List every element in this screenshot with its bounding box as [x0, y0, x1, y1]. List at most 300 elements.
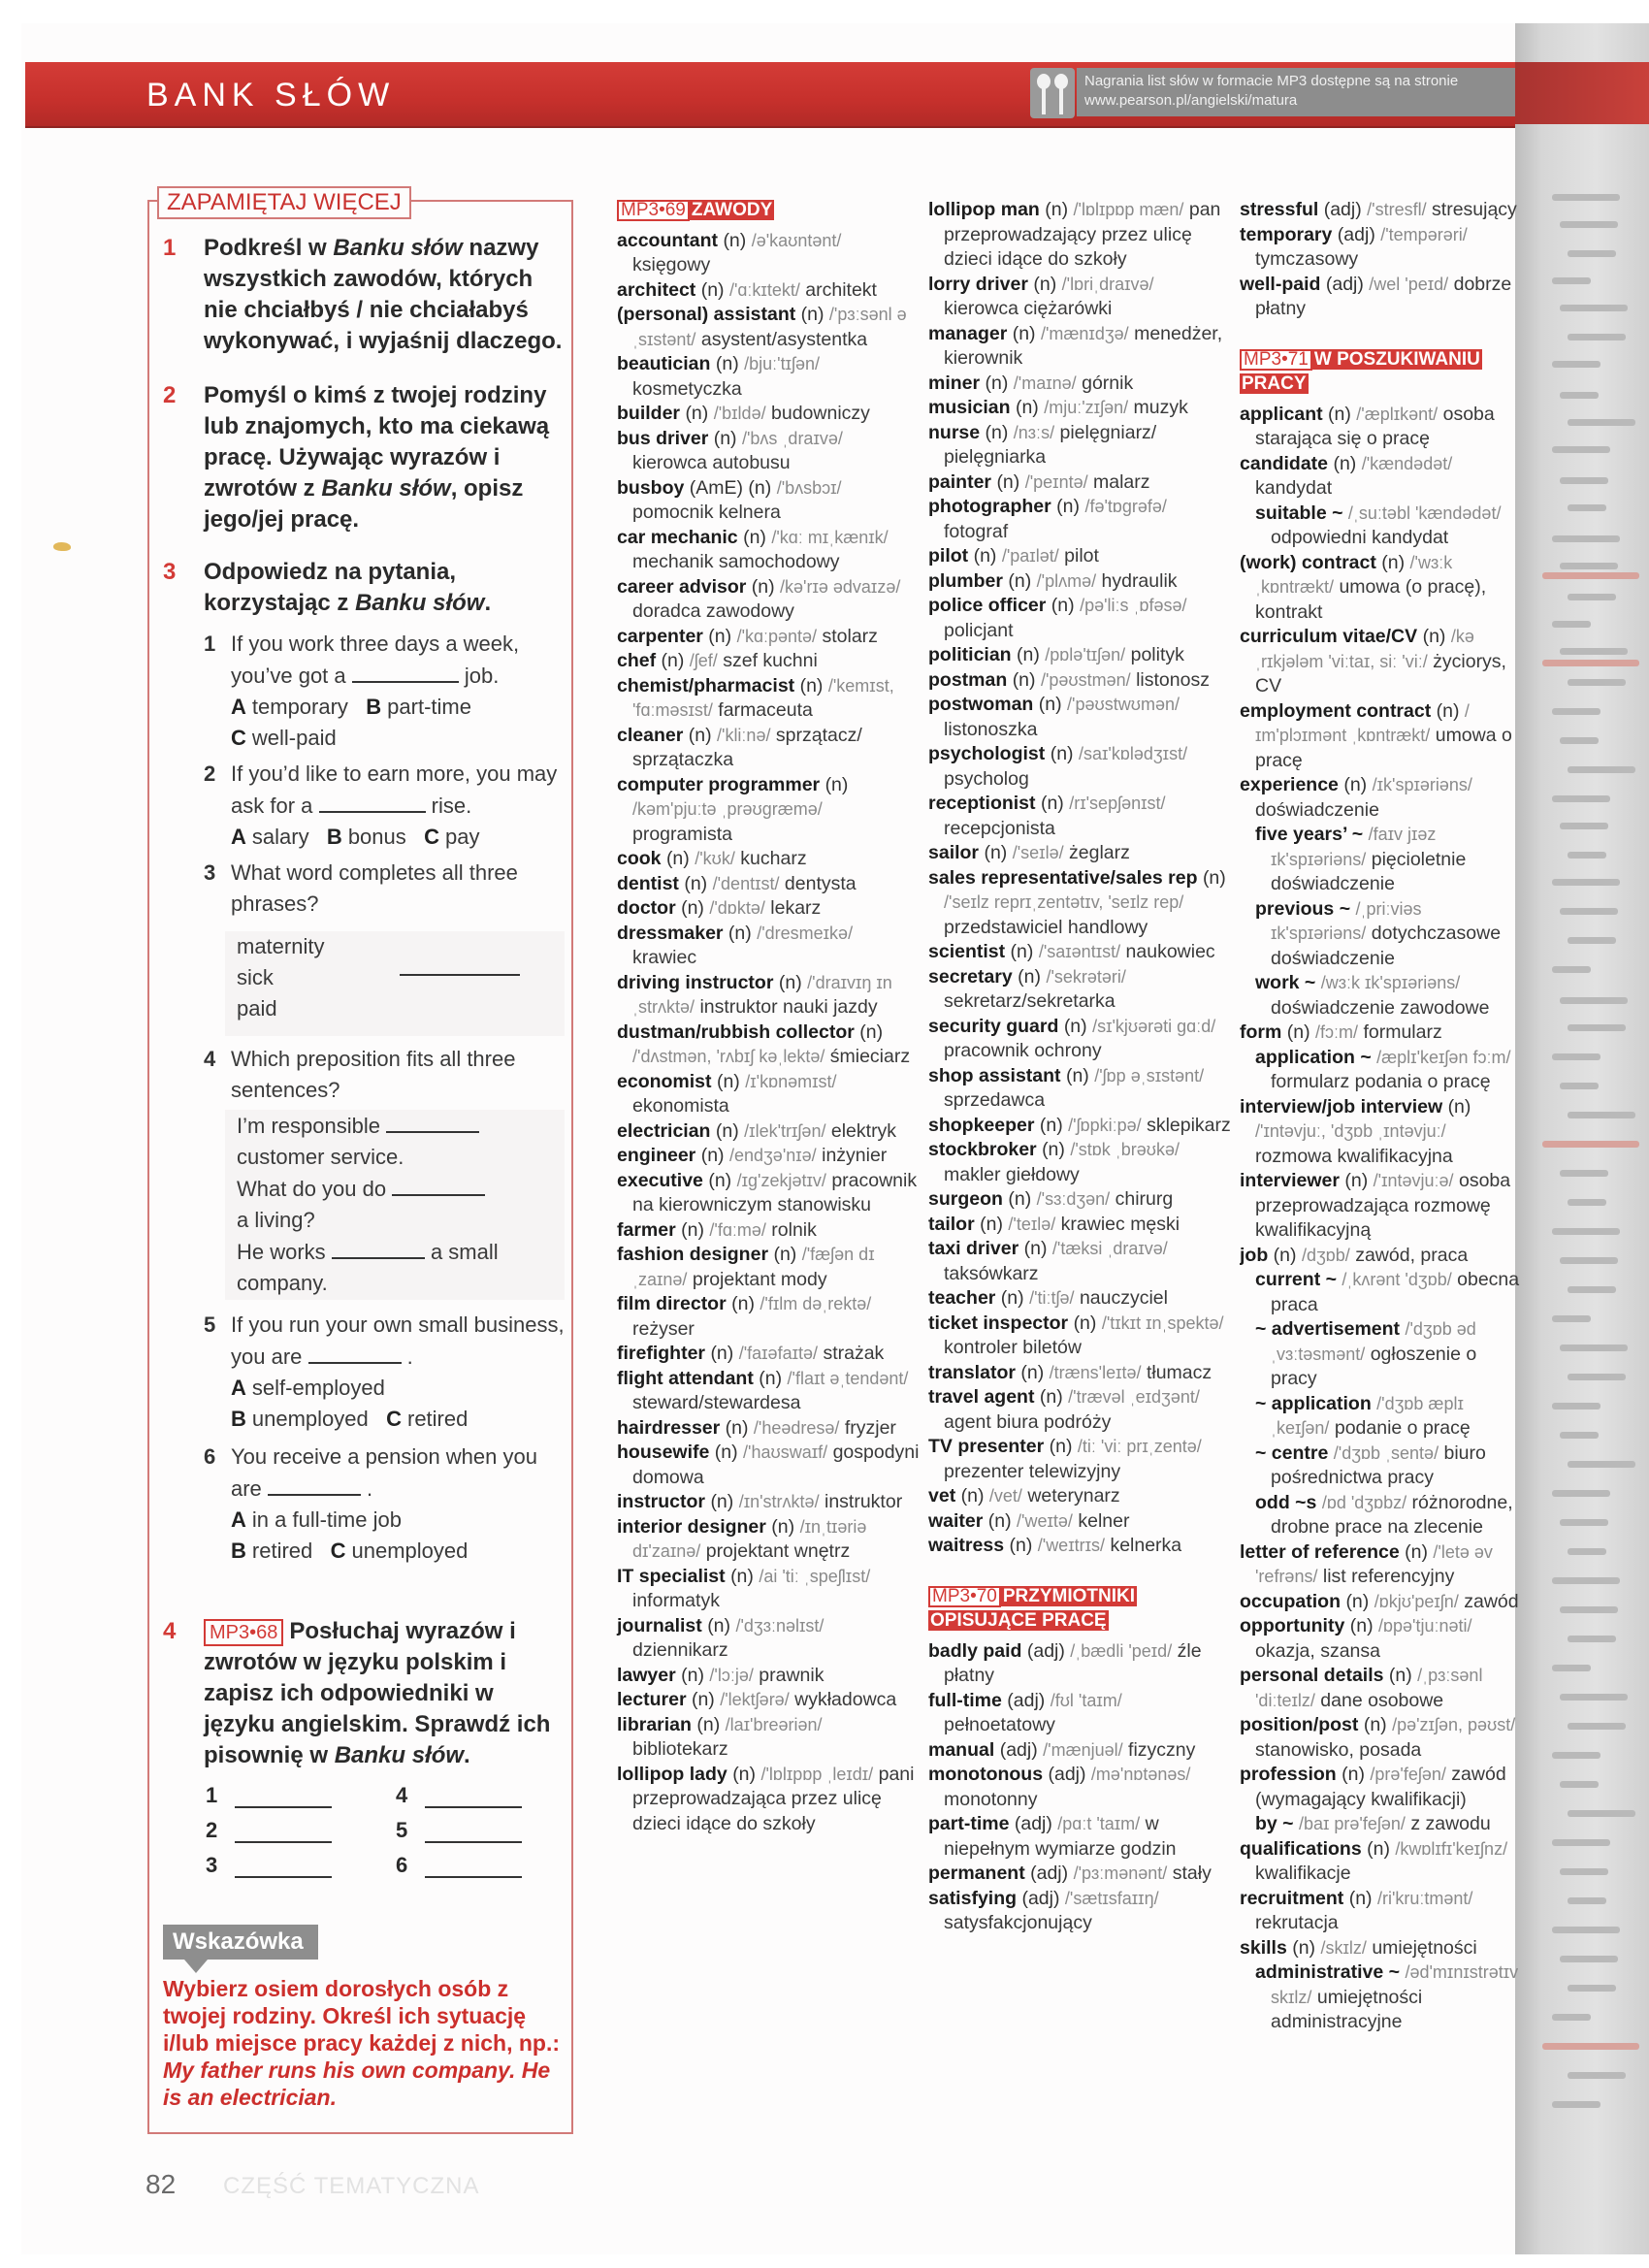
vocab-entry [617, 352, 920, 402]
vocab-entry [1240, 1244, 1521, 1269]
part-of-speech: (n) [713, 427, 737, 449]
polish-translation: makler giełdowy [944, 1163, 1080, 1185]
headword: politician [928, 644, 1012, 665]
polish-translation: menedżer, kierownik [944, 322, 1223, 369]
phonetic-transcription: /'kɑːpəntə/ [736, 626, 818, 646]
part-of-speech: (n) [1023, 1238, 1048, 1259]
part-of-speech: (n) [1328, 403, 1351, 425]
headword: shopkeeper [928, 1114, 1035, 1136]
part-of-speech: (n) [1012, 322, 1036, 344]
headword: translator [928, 1361, 1016, 1383]
mp3-track-tag[interactable]: MP3•68 [204, 1619, 283, 1646]
vocab-entry [928, 470, 1231, 496]
part-of-speech: (adj) [1014, 1813, 1052, 1834]
polish-translation: kosmetyczka [632, 377, 742, 400]
vocab-entry [1240, 1763, 1521, 1812]
blurred-text-line [1552, 708, 1600, 715]
answer-blank[interactable] [392, 1173, 485, 1196]
phonetic-transcription: /'ɑːkɪtekt/ [728, 279, 800, 300]
part-of-speech: (n) [778, 971, 802, 993]
phonetic-transcription: /'æplɪkənt/ [1356, 404, 1439, 424]
polish-translation: instruktor [824, 1491, 903, 1512]
vocab-entry [1240, 1614, 1521, 1664]
answer-blank[interactable] [352, 660, 459, 683]
part-of-speech: (n) [1008, 569, 1032, 592]
part-of-speech: (n) [1202, 866, 1226, 889]
headword: stressful [1240, 199, 1319, 220]
blurred-text-line [1552, 2101, 1600, 2108]
phonetic-transcription: /'wɜːk ˌkɒntrækt/ [1255, 552, 1453, 597]
part-of-speech: (n) [1018, 965, 1042, 988]
vocab-entry [928, 1887, 1231, 1936]
polish-translation: podanie o pracę [1334, 1417, 1471, 1439]
vocab-entry [1240, 1887, 1521, 1936]
vocab-entry [1240, 1812, 1521, 1837]
part-of-speech: (n) [1017, 644, 1040, 665]
polish-translation: dotychczasowe doświadczenie [1271, 923, 1502, 969]
part-of-speech: (n) [691, 1689, 715, 1710]
vocab-entry [1240, 502, 1521, 551]
phonetic-transcription: /endʒə'nɪə/ [728, 1146, 817, 1165]
phonetic-transcription: /ɒkjʊ'peɪʃn/ [1374, 1591, 1459, 1611]
headword: applicant [1240, 403, 1323, 425]
polish-translation: fryzjer [844, 1416, 896, 1439]
vocab-entry [928, 693, 1231, 742]
headword: lecturer [617, 1689, 687, 1710]
task-number: 4 [163, 1618, 177, 1644]
headword: interviewer [1240, 1170, 1340, 1191]
tip-label: Wskazówka [163, 1925, 318, 1960]
headword: instructor [617, 1491, 706, 1512]
answer-line[interactable] [235, 1806, 332, 1808]
part-of-speech: (n) [1447, 1095, 1471, 1118]
part-of-speech: (n) [1292, 1936, 1316, 1959]
section-spacer [1240, 322, 1521, 347]
vocab-section-header [617, 198, 920, 223]
part-of-speech: (n) [684, 872, 708, 894]
phonetic-transcription: /saɪ'kɒlədʒɪst/ [1078, 744, 1188, 763]
vocab-entry [1240, 699, 1521, 774]
vocab-entry [617, 847, 920, 872]
phonetic-transcription: /'haʊswaɪf/ [743, 1442, 828, 1462]
part-of-speech: (n) [985, 421, 1009, 443]
mp3-track-code[interactable]: MP3•70 [928, 1586, 1001, 1607]
blurred-text-line [1552, 361, 1600, 368]
headword: curriculum vitae/CV [1240, 626, 1418, 647]
part-of-speech: (n) [1405, 1540, 1428, 1563]
phonetic-transcription: /ɪlek'trɪʃən/ [744, 1120, 826, 1141]
blurred-text-line [1552, 879, 1620, 886]
headword: interior designer [617, 1515, 766, 1538]
headword: occupation [1240, 1590, 1342, 1612]
headword: part-time [928, 1813, 1010, 1834]
vocab-entry [617, 1119, 920, 1145]
section-title: ZAWODY [691, 200, 773, 220]
mp3-note-url[interactable]: www.pearson.pl/angielski/matura [1084, 92, 1298, 109]
part-of-speech: (n) [710, 1343, 734, 1364]
headword: cleaner [617, 724, 684, 746]
part-of-speech: (n) [1045, 199, 1069, 220]
polish-translation: fizyczny [1128, 1738, 1196, 1761]
vocab-entry [928, 273, 1231, 322]
blurred-text-line [1552, 1577, 1620, 1584]
headword: career advisor [617, 575, 747, 598]
vocab-column-1 [617, 198, 920, 1836]
blurred-text-line [1552, 2014, 1591, 2021]
blurred-text-line [1568, 1897, 1606, 1904]
vocab-entry [1240, 273, 1521, 322]
polish-translation: recepcjonista [944, 817, 1055, 839]
polish-translation: umiejętności [1372, 1936, 1477, 1959]
vocab-entry [1240, 1392, 1521, 1442]
answer-blank[interactable] [319, 790, 426, 813]
polish-translation: osoba przeprowadzająca rozmowę kwalifikacyjną [1255, 1170, 1511, 1241]
polish-translation: życiorys, CV [1255, 650, 1506, 697]
headword: dentist [617, 872, 679, 894]
phonetic-transcription: /'sætɪsfaɪɪŋ/ [1064, 1888, 1159, 1908]
vocab-entry [1240, 551, 1521, 626]
phonetic-transcription: /'ʃɒpkiːpə/ [1068, 1115, 1142, 1135]
part-of-speech: (n) [1051, 595, 1075, 616]
answer-line[interactable] [235, 1841, 332, 1843]
vocab-entry [617, 1490, 920, 1515]
headword: housewife [617, 1442, 710, 1463]
vocab-entry [928, 421, 1231, 470]
phonetic-transcription: /'fæʃən dɪˌzaɪnə/ [632, 1245, 875, 1289]
phonetic-transcription: /'letə əv 'refrəns/ [1255, 1541, 1493, 1586]
headword: qualifications [1240, 1837, 1362, 1860]
polish-translation: stolarz [822, 625, 878, 647]
headword: profession [1240, 1764, 1337, 1785]
part-of-speech: (n) [728, 922, 752, 944]
answer-blank[interactable] [332, 1236, 425, 1259]
polish-translation: umowa o pracę [1255, 725, 1512, 771]
margin-smudge [53, 542, 71, 551]
headword: waiter [928, 1509, 984, 1532]
phonetic-transcription: /'maɪnə/ [1013, 373, 1077, 393]
headword: stockbroker [928, 1139, 1037, 1160]
part-of-speech: (adj) [1048, 1764, 1086, 1785]
polish-translation: fotograf [944, 520, 1009, 542]
phonetic-transcription: /'seɪlz reprɪˌzentətɪv, 'seɪlz rep/ [944, 892, 1184, 912]
polish-translation: budowniczy [771, 403, 870, 424]
answer-line[interactable] [235, 1876, 332, 1878]
part-of-speech: (n) [1000, 1287, 1024, 1309]
vocab-entry [1240, 198, 1521, 223]
headword: waitress [928, 1535, 1005, 1556]
part-of-speech: (n) [1008, 1188, 1032, 1210]
part-of-speech: (adj) [1021, 1887, 1060, 1909]
part-of-speech: (n) [661, 650, 685, 671]
polish-translation: pilot [1064, 545, 1099, 567]
mp3-track-code[interactable]: MP3•71 [1240, 349, 1312, 371]
headword: bus driver [617, 427, 709, 449]
headword: computer programmer [617, 773, 821, 795]
answer-line[interactable] [425, 1841, 522, 1843]
polish-translation: bibliotekarz [632, 1738, 728, 1760]
blurred-text-line [1568, 504, 1606, 511]
book-gutter [1515, 23, 1649, 2254]
phonetic-transcription: /'lɒriˌdraɪvə/ [1061, 274, 1154, 294]
polish-translation: weterynarz [1027, 1485, 1120, 1507]
headword: security guard [928, 1015, 1059, 1037]
phonetic-transcription: /'plʌmə/ [1036, 570, 1097, 591]
part-of-speech: (adj) [1030, 1863, 1069, 1884]
phonetic-transcription: /'tempərəri/ [1380, 224, 1468, 244]
part-of-speech: (n) [700, 278, 725, 301]
polish-translation: chirurg [1115, 1188, 1174, 1210]
polish-translation: kelner [1078, 1509, 1130, 1532]
headword: five years’ ~ [1255, 824, 1364, 845]
headword: dustman/rubbish collector [617, 1021, 855, 1043]
blurred-text-line [1560, 1432, 1599, 1439]
part-of-speech: (n) [1342, 1764, 1365, 1785]
question-1: 1 If you work three days a week, you’ve got a job. A temporary B part-time C well-paid [204, 632, 520, 750]
phonetic-transcription: /'lɒlɪpɒp mæn/ [1073, 200, 1184, 219]
answer-line[interactable] [425, 1876, 522, 1878]
section-title: PRZYMIOTNIKI OPISUJĄCE PRACĘ [930, 1585, 1136, 1631]
phonetic-transcription: /'sɜːdʒən/ [1036, 1189, 1111, 1209]
part-of-speech: (n) [1049, 1436, 1073, 1457]
blurred-text-line [1552, 795, 1610, 802]
polish-translation: okazja, szansa [1255, 1639, 1380, 1662]
part-of-speech: (n) [681, 1218, 704, 1241]
headword: travel agent [928, 1386, 1035, 1408]
headword: builder [617, 403, 681, 424]
headword: manager [928, 322, 1008, 344]
polish-translation: źle płatny [944, 1639, 1202, 1686]
part-of-speech: (n) [1349, 1615, 1374, 1636]
phonetic-transcription: /'kɑː mɪˌkænɪk/ [771, 527, 889, 547]
polish-translation: kucharz [740, 848, 807, 869]
headword: taxi driver [928, 1238, 1019, 1259]
vocab-entry [1240, 1095, 1521, 1170]
phonetic-transcription: /ɒpə'tjuːnəti/ [1378, 1616, 1472, 1636]
blurred-text-line [1552, 194, 1620, 201]
vocab-entry [1240, 1046, 1521, 1095]
headword: chef [617, 650, 657, 671]
headword: manual [928, 1738, 995, 1761]
blurred-heading-line [1542, 572, 1639, 579]
headword: interview/job interview [1240, 1095, 1443, 1118]
headword: carpenter [617, 625, 703, 647]
headword: economist [617, 1070, 712, 1092]
vocab-entry [617, 649, 920, 674]
vocab-entry [928, 965, 1231, 1015]
task-1 [163, 233, 570, 357]
polish-translation: ekonomista [632, 1095, 729, 1117]
vocab-entry [928, 322, 1231, 372]
vocab-entry [617, 724, 920, 773]
page-number: 82 [146, 2169, 177, 2199]
vocab-entry [1240, 773, 1521, 823]
phonetic-transcription: /ʃef/ [689, 651, 718, 670]
headword: sailor [928, 842, 980, 863]
polish-translation: formularz podania o pracę [1271, 1071, 1491, 1092]
mp3-note-line1: Nagrania list słów w formacie MP3 dostępne są na stronie [1084, 73, 1459, 89]
vocab-entry [928, 1286, 1231, 1312]
page-title: BANK SŁÓW [146, 77, 396, 113]
blurred-text-line [1568, 1723, 1626, 1730]
blurred-text-line [1552, 1228, 1620, 1235]
blurred-text-line [1560, 1519, 1608, 1526]
vocab-entry [928, 569, 1231, 595]
vocab-entry [928, 544, 1231, 569]
blurred-text-line [1560, 1868, 1608, 1875]
mp3-track-code[interactable]: MP3•69 [617, 200, 690, 221]
part-of-speech: (n) [973, 545, 997, 567]
answer-slot: 2 [206, 1818, 351, 1849]
blurred-text-line [1552, 1927, 1620, 1933]
polish-translation: tłumacz [1146, 1361, 1212, 1383]
polish-translation: list referencyjny [1322, 1566, 1455, 1587]
headword: psychologist [928, 743, 1046, 764]
phonetic-transcription: /'dresmeɪkə/ [757, 923, 854, 943]
polish-translation: informatyk [632, 1590, 720, 1611]
blurred-text-line [1568, 250, 1616, 257]
answer-line[interactable] [425, 1806, 522, 1808]
part-of-speech: (n) [1063, 1015, 1087, 1037]
phonetic-transcription: /ˌpɜːsənl 'diːteɪlz/ [1255, 1666, 1483, 1710]
vocab-entry [617, 1515, 920, 1565]
headphones-icon [1030, 68, 1075, 118]
phonetic-transcription: /'kʊk/ [695, 849, 735, 868]
phonetic-transcription: /'trævəl ˌeɪdʒənt/ [1068, 1387, 1200, 1407]
vocab-entry [1240, 1936, 1521, 1961]
headword: work ~ [1255, 972, 1316, 993]
phonetic-transcription: /ˌpriːviəs ɪk'spɪəriəns/ [1271, 898, 1422, 943]
section-title: W POSZUKIWANIU PRACY [1242, 348, 1480, 394]
polish-translation: mechanik samochodowy [632, 551, 840, 572]
phonetic-transcription: /ˌbædli 'peɪd/ [1070, 1640, 1173, 1661]
phonetic-transcription: /nɜːs/ [1013, 422, 1055, 442]
polish-translation: inżynier [822, 1145, 888, 1166]
vocab-entry [1240, 1713, 1521, 1763]
headword: temporary [1240, 223, 1333, 245]
vocab-column-3 [1240, 198, 1521, 2035]
vocab-entry [617, 922, 920, 971]
polish-translation: pracownik na kierowniczym stanowisku [632, 1169, 918, 1215]
answer-blank[interactable] [308, 1341, 402, 1364]
blurred-text-line [1568, 1199, 1606, 1206]
blurred-text-line [1552, 535, 1620, 542]
vocab-entry [617, 526, 920, 575]
blurred-text-line [1568, 2072, 1626, 2079]
polish-translation: z zawodu [1410, 1813, 1491, 1834]
polish-translation: umowa (o pracę), kontrakt [1255, 576, 1487, 623]
blurred-text-line [1560, 305, 1628, 311]
part-of-speech: (n) [708, 1169, 732, 1191]
vocab-entry [1240, 403, 1521, 452]
headword: fashion designer [617, 1244, 769, 1265]
polish-translation: prezenter telewizyjny [944, 1460, 1121, 1482]
vocab-entry [928, 940, 1231, 965]
headword: flight attendant [617, 1367, 754, 1389]
part-of-speech: (n) [1343, 774, 1368, 795]
headword: vet [928, 1485, 956, 1507]
blurred-text-line [1568, 1548, 1606, 1555]
polish-translation: doświadczenie zawodowe [1271, 996, 1490, 1019]
vocab-entry [617, 1218, 920, 1244]
part-of-speech: (n) [773, 1244, 797, 1265]
part-of-speech: (n) [759, 1367, 783, 1389]
phonetic-transcription: /'weɪtrɪs/ [1037, 1536, 1106, 1555]
phonetic-transcription: /ɪg'zekjətɪv/ [736, 1170, 826, 1190]
phonetic-transcription: /ɪk'spɪəriəns/ [1372, 775, 1472, 794]
answer-blank[interactable] [400, 953, 520, 976]
part-of-speech: (n) [1345, 1590, 1370, 1612]
polish-translation: monotonny [944, 1788, 1038, 1810]
polish-translation: taksówkarz [944, 1262, 1039, 1284]
section-name: CZĘŚĆ TEMATYCZNA [223, 2173, 480, 2199]
headword: form [1240, 1021, 1282, 1043]
headword: plumber [928, 569, 1003, 592]
phonetic-transcription: /'tɪkɪt ɪnˌspektə/ [1101, 1312, 1224, 1333]
answer-blank[interactable] [386, 1110, 479, 1133]
answer-blank[interactable] [268, 1473, 361, 1496]
phonetic-transcription: /mjuː'zɪʃən/ [1044, 398, 1129, 417]
polish-translation: dobrze płatny [1255, 273, 1512, 319]
part-of-speech: (n) [985, 372, 1009, 394]
polish-translation: pani przeprowadzająca przez ulicę dzieci idące do szkoły [632, 1763, 915, 1834]
phonetic-transcription: /sɪ'kjʊərəti gɑːd/ [1092, 1016, 1216, 1036]
headword: film director [617, 1293, 727, 1314]
phonetic-transcription: /'dʒɒb æplɪˌkeɪʃən/ [1271, 1393, 1464, 1438]
blurred-heading-line [1542, 660, 1639, 666]
polish-translation: dane osobowe [1320, 1689, 1444, 1711]
part-of-speech: (n) [696, 1713, 721, 1735]
headword: experience [1240, 774, 1339, 795]
vocab-entry [928, 1213, 1231, 1238]
vocab-entry [617, 896, 920, 922]
part-of-speech: (n) [1033, 273, 1057, 295]
blurred-text-line [1568, 1024, 1626, 1031]
part-of-speech: (n) [715, 353, 739, 374]
polish-translation: listonoszka [944, 718, 1038, 740]
phonetic-transcription: /ɪnˌtɪəriə dɪ'zaɪnə/ [632, 1516, 867, 1561]
headword: badly paid [928, 1639, 1022, 1662]
phonetic-transcription: /'kliːnə/ [717, 725, 771, 745]
vocab-entry [928, 1312, 1231, 1361]
part-of-speech: (n) [1050, 743, 1074, 764]
vocab-entry [617, 476, 920, 526]
polish-translation: stresujący [1432, 199, 1517, 220]
phrase: maternity [237, 934, 325, 958]
phonetic-transcription: /'pɜːmənənt/ [1073, 1863, 1168, 1883]
sentence-box: I’m responsible customer service. What do you do a living? He works a small company. [225, 1110, 565, 1300]
blurred-text-line [1560, 1170, 1608, 1177]
headword: electrician [617, 1119, 711, 1142]
part-of-speech: (adj) [1325, 273, 1364, 295]
phonetic-transcription: /rɪ'sepʃənɪst/ [1069, 794, 1166, 813]
polish-translation: programista [632, 823, 732, 845]
polish-translation: prawnik [759, 1664, 824, 1686]
page-header [25, 62, 1515, 128]
phonetic-transcription: /'dʒɜːnəlɪst/ [735, 1615, 824, 1636]
headword: doctor [617, 897, 676, 919]
part-of-speech: (n) [715, 1119, 739, 1142]
phonetic-transcription: /pə'zɪʃən, pəʊst/ [1392, 1715, 1516, 1734]
question-2: 2 If you’d like to earn more, you may ask for a rise. A salary B bonus C pay [204, 761, 558, 849]
part-of-speech: (n) [681, 897, 704, 919]
phonetic-transcription: /əd'mɪnɪstrətɪv skɪlz/ [1271, 1962, 1519, 2007]
phonetic-transcription: /ɪm'plɔɪmənt ˌkɒntrækt/ [1255, 700, 1470, 745]
polish-translation: odpowiedni kandydat [1271, 527, 1449, 548]
part-of-speech: (adj) [1026, 1639, 1065, 1662]
phonetic-transcription: /'dʒɒb ˌsentə/ [1333, 1442, 1439, 1463]
polish-translation: wykładowca [794, 1689, 897, 1710]
headword: pilot [928, 545, 969, 567]
